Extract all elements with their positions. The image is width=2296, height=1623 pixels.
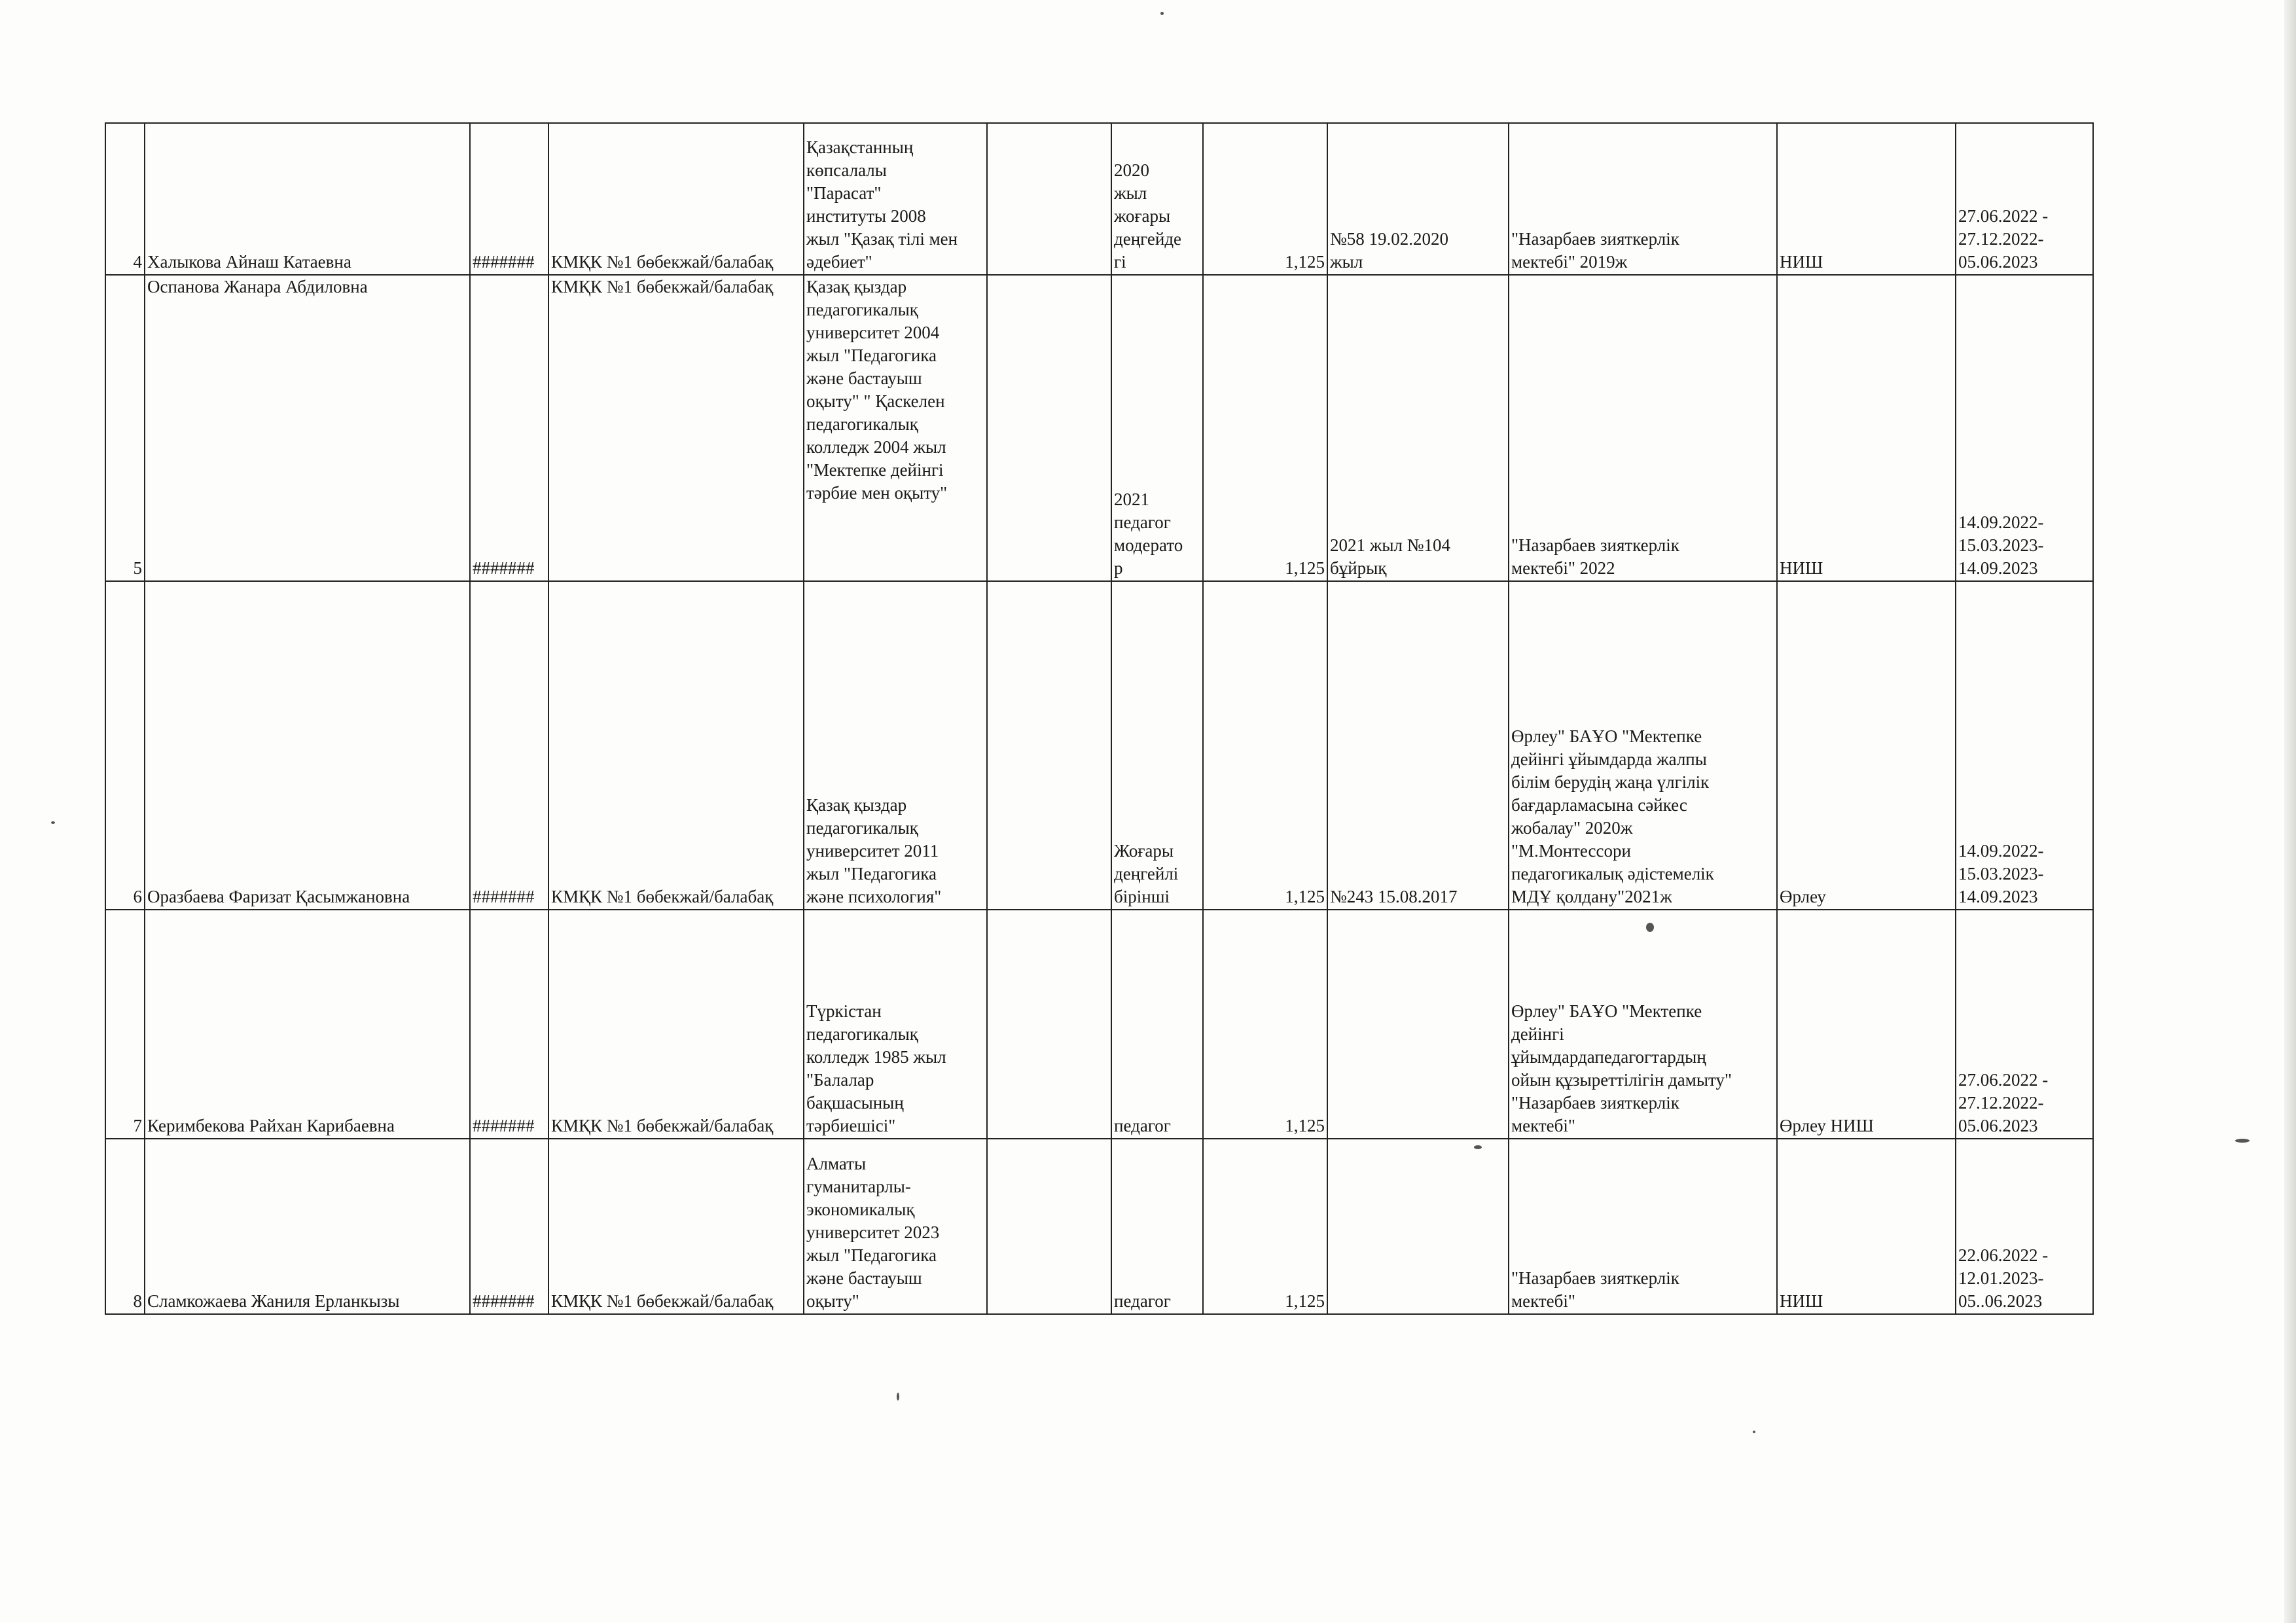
course-period: 22.06.2022 - 12.01.2023- 05..06.2023 <box>1956 1139 2093 1314</box>
date-cell: ####### <box>470 581 548 910</box>
course-provider: Өрлеу НИШ <box>1777 910 1956 1139</box>
scan-speck <box>1646 923 1654 932</box>
category: педагог <box>1111 1139 1203 1314</box>
scan-speck <box>1474 1145 1482 1149</box>
scan-speck <box>1160 12 1164 15</box>
coefficient: 1,125 <box>1203 1139 1327 1314</box>
courses: "Назарбаев зияткерлік мектебі" 2022 <box>1509 275 1777 581</box>
full-name: Халыкова Айнаш Катаевна <box>145 123 470 275</box>
education: Қазақ қыздар педагогикалық университет 2011 жыл "Педагогика және психология" <box>804 581 987 910</box>
course-provider: НИШ <box>1777 123 1956 275</box>
empty-cell <box>987 1139 1111 1314</box>
courses: Өрлеу" БАҰО "Мектепке дейінгі ұйымдарда жалпы білім берудің жаңа үлгілік бағдарламасына сәйкес жобалау" 2020ж "М.Монтессори педагогикалық әдістемелік МДҰ қолдану"2021ж <box>1509 581 1777 910</box>
table-row <box>105 275 2093 581</box>
course-period: 14.09.2022- 15.03.2023- 14.09.2023 <box>1956 275 2093 581</box>
empty-cell <box>987 123 1111 275</box>
full-name: Оразбаева Фаризат Қасымжановна <box>145 581 470 910</box>
order <box>1327 910 1509 1139</box>
date-cell: ####### <box>470 123 548 275</box>
category: Жоғары деңгейлі бірінші <box>1111 581 1203 910</box>
row-number: 6 <box>105 581 145 910</box>
courses: "Назарбаев зияткерлік мектебі" <box>1509 1139 1777 1314</box>
education: Қазақстанның көпсалалы "Парасат" институты 2008 жыл "Қазақ тілі мен әдебиет" <box>804 123 987 275</box>
course-period: 27.06.2022 - 27.12.2022- 05.06.2023 <box>1956 123 2093 275</box>
date-cell: ####### <box>470 275 548 581</box>
coefficient: 1,125 <box>1203 123 1327 275</box>
scan-edge <box>2284 0 2296 1623</box>
staff-table-wrapper <box>105 122 2094 1315</box>
category: 2020 жыл жоғары деңгейде гі <box>1111 123 1203 275</box>
row-number: 5 <box>105 275 145 581</box>
full-name: Сламкожаева Жаниля Ерланкызы <box>145 1139 470 1314</box>
row-number: 4 <box>105 123 145 275</box>
scan-speck <box>1753 1431 1755 1433</box>
empty-cell <box>987 275 1111 581</box>
scan-speck <box>51 821 55 824</box>
course-provider: НИШ <box>1777 275 1956 581</box>
coefficient: 1,125 <box>1203 910 1327 1139</box>
education: Түркістан педагогикалық колледж 1985 жыл "Балалар бақшасының тәрбиешісі" <box>804 910 987 1139</box>
category: педагог <box>1111 910 1203 1139</box>
order: 2021 жыл №104 бұйрық <box>1327 275 1509 581</box>
table-row <box>105 1139 2093 1314</box>
organization: КМҚК №1 бөбекжай/балабақ <box>548 910 804 1139</box>
row-number: 7 <box>105 910 145 1139</box>
course-period: 27.06.2022 - 27.12.2022- 05.06.2023 <box>1956 910 2093 1139</box>
date-cell: ####### <box>470 1139 548 1314</box>
order: №58 19.02.2020 жыл <box>1327 123 1509 275</box>
organization: КМҚК №1 бөбекжай/балабақ <box>548 1139 804 1314</box>
staff-table <box>105 122 2094 1315</box>
full-name: Оспанова Жанара Абдиловна <box>145 275 470 581</box>
row-number: 8 <box>105 1139 145 1314</box>
empty-cell <box>987 581 1111 910</box>
empty-cell <box>987 910 1111 1139</box>
scan-speck <box>897 1393 899 1400</box>
education: Алматы гуманитарлы- экономикалық университет 2023 жыл "Педагогика және бастауыш оқыту" <box>804 1139 987 1314</box>
date-cell: ####### <box>470 910 548 1139</box>
scan-speck <box>2235 1139 2250 1143</box>
course-period: 14.09.2022- 15.03.2023- 14.09.2023 <box>1956 581 2093 910</box>
coefficient: 1,125 <box>1203 581 1327 910</box>
coefficient: 1,125 <box>1203 275 1327 581</box>
organization: КМҚК №1 бөбекжай/балабақ <box>548 275 804 581</box>
organization: КМҚК №1 бөбекжай/балабақ <box>548 123 804 275</box>
table-row <box>105 123 2093 275</box>
table-row <box>105 910 2093 1139</box>
full-name: Керимбекова Райхан Карибаевна <box>145 910 470 1139</box>
courses: "Назарбаев зияткерлік мектебі" 2019ж <box>1509 123 1777 275</box>
course-provider: НИШ <box>1777 1139 1956 1314</box>
education: Қазақ қыздар педагогикалық университет 2004 жыл "Педагогика және бастауыш оқыту" " Қаскелен педагогикалық колледж 2004 жыл "Мектепке дейінгі тәрбие мен оқыту" <box>804 275 987 581</box>
course-provider: Өрлеу <box>1777 581 1956 910</box>
order <box>1327 1139 1509 1314</box>
order: №243 15.08.2017 <box>1327 581 1509 910</box>
organization: КМҚК №1 бөбекжай/балабақ <box>548 581 804 910</box>
category: 2021 педагог модерато р <box>1111 275 1203 581</box>
courses: Өрлеу" БАҰО "Мектепке дейінгі ұйымдардапедагогтардың ойын құзыреттілігін дамыту" "Назарбаев зияткерлік мектебі" <box>1509 910 1777 1139</box>
table-row <box>105 581 2093 910</box>
